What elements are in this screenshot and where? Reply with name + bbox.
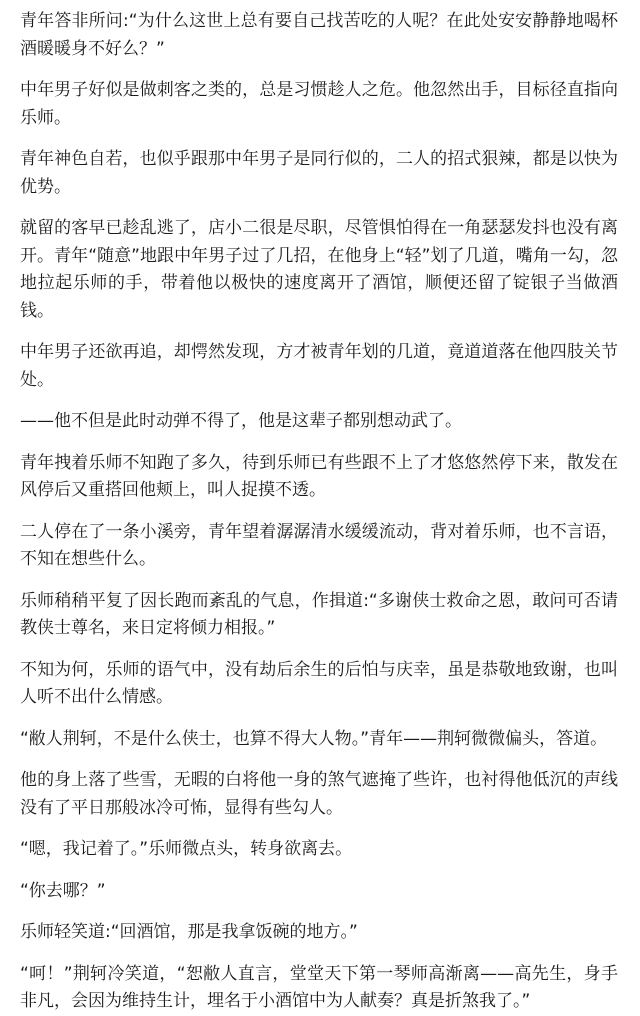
paragraph: “你去哪？” — [20, 880, 106, 901]
paragraph: “呵！”荆轲冷笑道，“恕敝人直言，堂堂天下第一琴师高渐离——高先生，身手非凡，会因为维持生计，埋名于小酒馆中为人献奏？真是折煞我了。” — [20, 963, 618, 1011]
paragraph: ——他不但是此时动弹不得了，他是这辈子都别想动武了。 — [20, 411, 462, 431]
paragraph: 乐师轻笑道:“回酒馆，那是我拿饭碗的地方。” — [20, 922, 358, 942]
paragraph: “敝人荆轲，不是什么侠士，也算不得大人物。”青年——荆轲微微偏头，答道。 — [20, 728, 608, 749]
paragraph: 青年神色自若，也似乎跟那中年男子是同行似的，二人的招式狠辣，都是以快为优势。 — [20, 149, 618, 197]
paragraph: 中年男子好似是做刺客之类的，总是习惯趁人之危。他忽然出手，目标径直指向乐师。 — [20, 80, 618, 128]
paragraph: 二人停在了一条小溪旁，青年望着潺潺清水缓缓流动，背对着乐师，也不言语，不知在想些什么。 — [20, 521, 618, 569]
paragraph: 就留的客早已趁乱逃了，店小二很是尽职，尽管惧怕得在一角瑟瑟发抖也没有离开。青年“随意”地跟中年男子过了几招，在他身上“轻”划了几道，嘴角一勾，忽地拉起乐师的手，带着他以极快的速度离开了酒馆，顺便还留了锭银子当做酒钱。 — [20, 218, 618, 321]
paragraph: 不知为何，乐师的语气中，没有劫后余生的后怕与庆幸，虽是恭敬地致谢，也叫人听不出什么情感。 — [20, 659, 618, 707]
paragraph: “嗯，我记着了。”乐师微点头，转身欲离去。 — [20, 839, 353, 859]
paragraph: 他的身上落了些雪，无暇的白将他一身的煞气遮掩了些许，也衬得他低沉的声线没有了平日那般冰冷可怖，显得有些勾人。 — [20, 770, 618, 818]
paragraph: 中年男子还欲再追，却愕然发现，方才被青年划的几道，竟道道落在他四肢关节处。 — [20, 342, 618, 390]
paragraph: 青年拽着乐师不知跑了多久，待到乐师已有些跟不上了才悠悠然停下来，散发在风停后又重搭回他颊上，叫人捉摸不透。 — [20, 452, 618, 500]
paragraph: 青年答非所问:“为什么这世上总有要自己找苦吃的人呢？在此处安安静静地喝杯酒暖暖身不好么？” — [20, 11, 618, 59]
paragraph: 乐师稍稍平复了因长跑而紊乱的气息，作揖道:“多谢侠士救命之恩，敢问可否请教侠士尊名，来日定将倾力相报。” — [20, 590, 618, 638]
